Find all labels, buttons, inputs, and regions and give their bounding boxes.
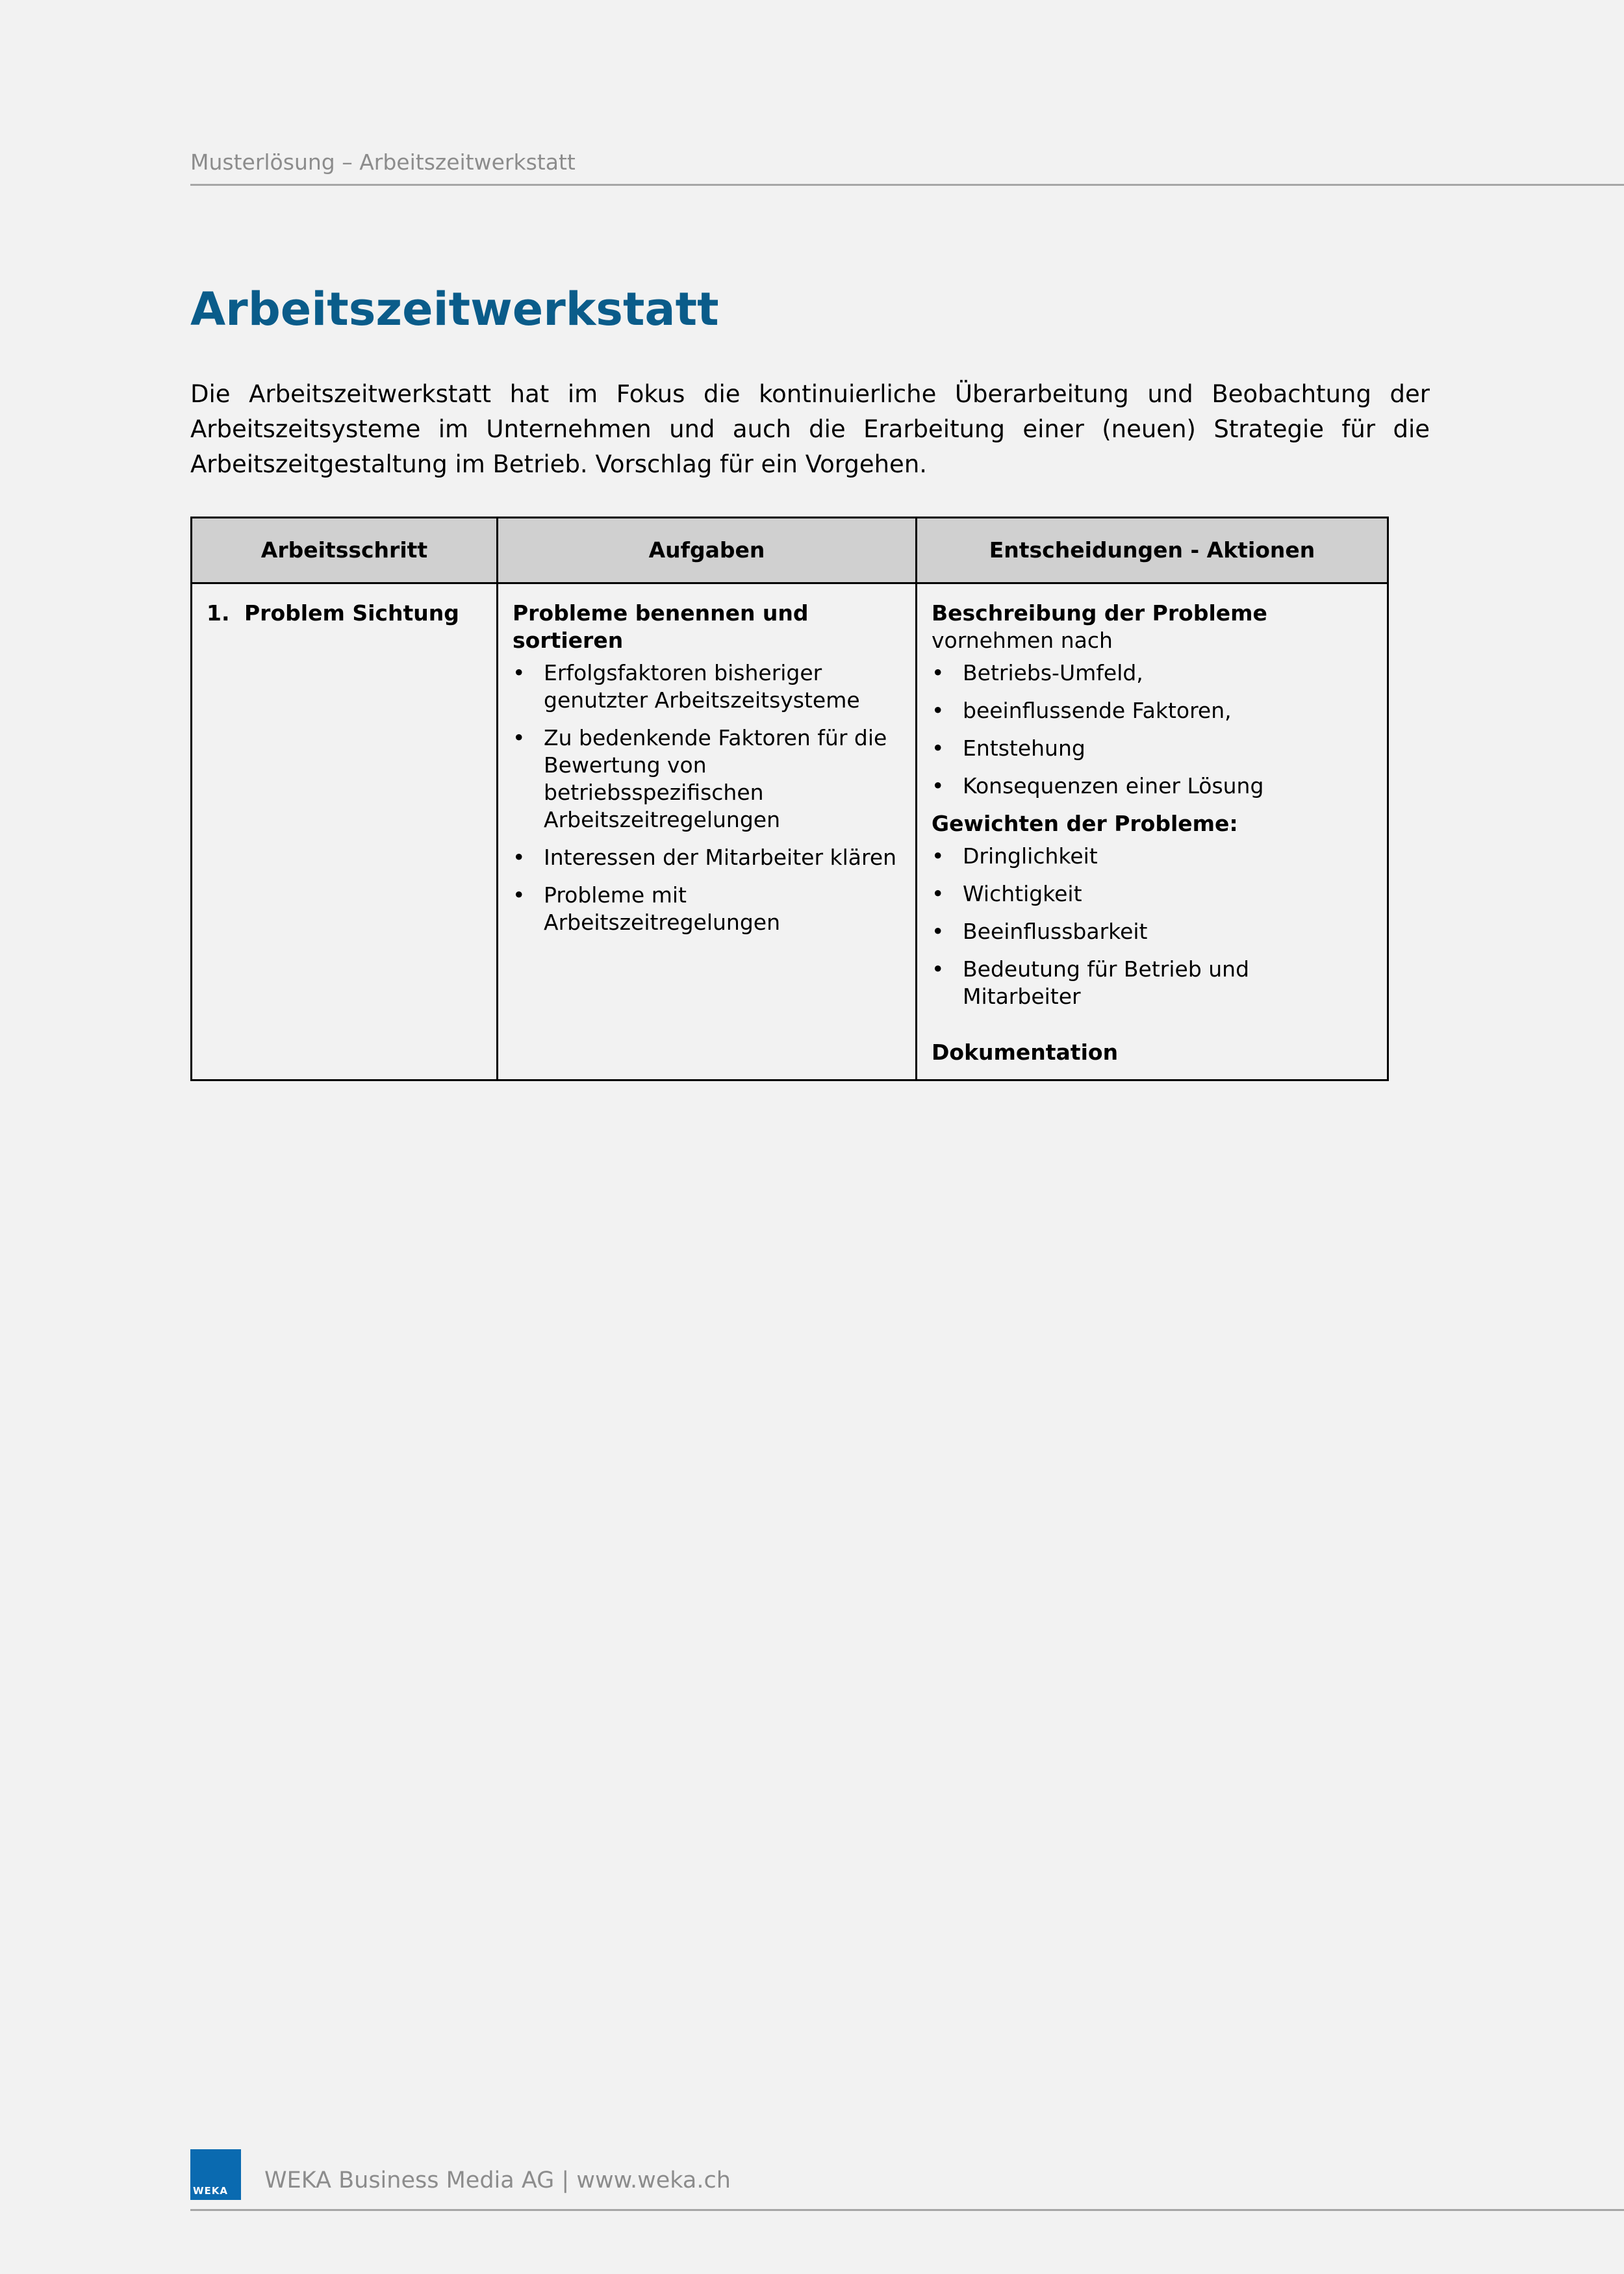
list-item: • Betriebs-Umfeld, xyxy=(932,659,1373,687)
list-item: • Wichtigkeit xyxy=(932,880,1373,908)
steps-table xyxy=(190,517,1389,1081)
actions-cell xyxy=(917,583,1388,1080)
intro-paragraph: Die Arbeitszeitwerkstatt hat im Fokus die kontinuierliche Überarbeitung und Beobachtung der Arbeitszeitsysteme im Unternehmen und auch die Erarbeitung einer (neuen) Strategie für die Arbeitszeitgestaltung im Betrieb. Vorschlag für ein Vorgehen. xyxy=(190,380,1430,478)
list-item: • Konsequenzen einer Lösung xyxy=(932,773,1373,800)
step-label xyxy=(207,600,482,627)
list-item: • Dringlichkeit xyxy=(932,843,1373,870)
column-header-actions: Entscheidungen - Aktionen xyxy=(917,518,1388,583)
list-item: • Beeinflussbarkeit xyxy=(932,918,1373,945)
table-header-row xyxy=(192,518,1388,583)
actions-heading xyxy=(932,600,1373,654)
tasks-cell xyxy=(498,583,917,1080)
list-item: • Erfolgsfaktoren bisheriger genutzter Arbeitszeitsysteme xyxy=(513,659,901,714)
step-number: 1. xyxy=(207,600,230,626)
actions-list xyxy=(932,659,1373,800)
column-header-tasks: Aufgaben xyxy=(498,518,917,583)
weight-heading: Gewichten der Probleme: xyxy=(932,811,1238,836)
logo-text: WEKA xyxy=(193,2185,229,2197)
weights-list xyxy=(932,843,1373,1010)
step-name: Problem Sichtung xyxy=(244,600,459,626)
actions-heading-bold: Beschreibung der Probleme xyxy=(932,600,1267,626)
tasks-list xyxy=(513,659,901,936)
list-item: • Zu bedenkende Faktoren für die Bewertung von betriebsspezifischen Arbeitszeitregelungen xyxy=(513,724,901,834)
documentation-label: Dokumentation xyxy=(932,1040,1119,1065)
column-header-step: Arbeitsschritt xyxy=(192,518,498,583)
weka-logo xyxy=(190,2149,241,2200)
page-header xyxy=(190,147,1624,186)
tasks-heading: Probleme benennen und sortieren xyxy=(513,600,809,653)
table-row xyxy=(192,583,1388,1080)
list-item: • Entstehung xyxy=(932,735,1373,762)
page-title: Arbeitszeitwerkstatt xyxy=(190,283,719,336)
step-cell xyxy=(192,583,498,1080)
footer-text: WEKA Business Media AG | www.weka.ch xyxy=(264,2167,731,2193)
list-item: • Interessen der Mitarbeiter klären xyxy=(513,844,901,871)
list-item: • Probleme mit Arbeitszeitregelungen xyxy=(513,882,901,936)
actions-heading-rest: vornehmen nach xyxy=(932,628,1113,653)
list-item: • Bedeutung für Betrieb und Mitarbeiter xyxy=(932,956,1373,1010)
page-footer xyxy=(190,2144,1624,2211)
header-text: Musterlösung – Arbeitszeitwerkstatt xyxy=(190,149,576,175)
list-item: • beeinflussende Faktoren, xyxy=(932,697,1373,724)
